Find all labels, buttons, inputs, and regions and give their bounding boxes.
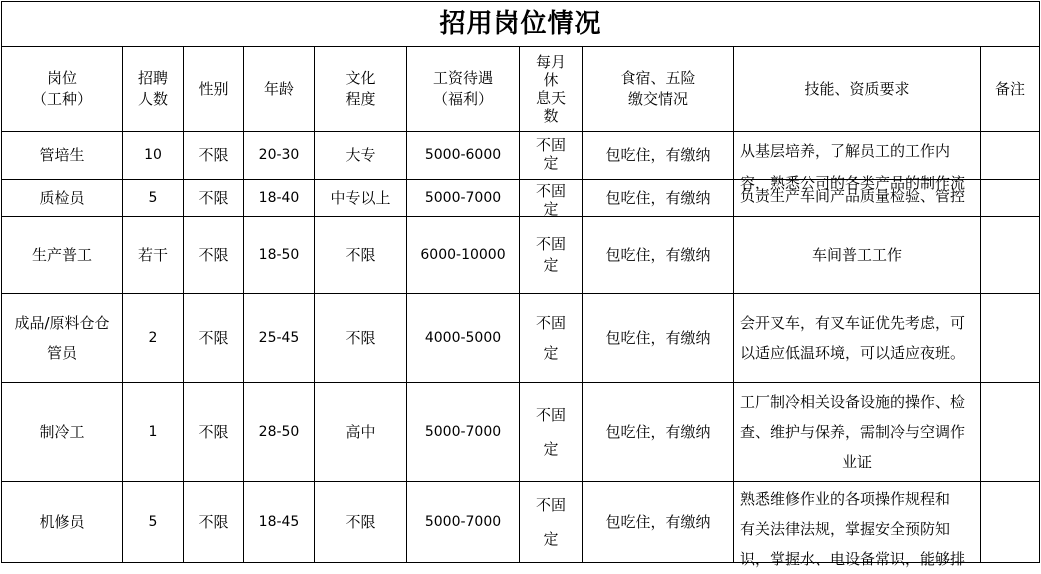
- header-gender: 性别: [184, 47, 244, 132]
- education-cell: 不限: [315, 482, 407, 563]
- board-cell: 包吃住，有缴纳: [583, 383, 734, 482]
- position-cell: 生产普工: [2, 217, 123, 294]
- board-cell: 包吃住，有缴纳: [583, 294, 734, 383]
- remarks-cell: [981, 132, 1040, 180]
- title-row: [2, 2, 1040, 47]
- rest-days-cell: 不固 定: [520, 482, 583, 563]
- rest-days-cell: 不固 定: [520, 383, 583, 482]
- position-cell: 成品/原料仓仓 管员: [2, 294, 123, 383]
- gender-cell: 不限: [184, 482, 244, 563]
- skills-cell: 从基层培养，了解员工的工作内 容，熟悉公司的各类产品的制作流: [734, 132, 981, 180]
- age-cell: 18-45: [244, 482, 315, 563]
- education-cell: 高中: [315, 383, 407, 482]
- count-cell: 5: [123, 180, 184, 217]
- skills-cell: 负责生产车间产品质量检验、管控: [734, 180, 981, 217]
- rest-days-cell: 不固 定: [520, 294, 583, 383]
- header-remarks: 备注: [981, 47, 1040, 132]
- salary-cell: 5000-7000: [407, 383, 520, 482]
- table-row: [2, 383, 1040, 482]
- header-rest-days: 每月 休 息天 数: [520, 47, 583, 132]
- gender-cell: 不限: [184, 132, 244, 180]
- age-cell: 20-30: [244, 132, 315, 180]
- age-cell: 18-40: [244, 180, 315, 217]
- salary-cell: 5000-6000: [407, 132, 520, 180]
- education-cell: 不限: [315, 294, 407, 383]
- header-board-insurance: 食宿、五险 缴交情况: [583, 47, 734, 132]
- count-cell: 1: [123, 383, 184, 482]
- table-row: [2, 132, 1040, 180]
- recruitment-sheet: [1, 1, 1039, 568]
- gender-cell: 不限: [184, 383, 244, 482]
- count-cell: 5: [123, 482, 184, 563]
- salary-cell: 4000-5000: [407, 294, 520, 383]
- position-cell: 质检员: [2, 180, 123, 217]
- count-cell: 10: [123, 132, 184, 180]
- header-age: 年龄: [244, 47, 315, 132]
- header-row: [2, 47, 1040, 132]
- gender-cell: 不限: [184, 217, 244, 294]
- page-title: 招用岗位情况: [2, 2, 1040, 47]
- table-row: [2, 217, 1040, 294]
- header-skills: 技能、资质要求: [734, 47, 981, 132]
- education-cell: 大专: [315, 132, 407, 180]
- rest-days-cell: 不固 定: [520, 180, 583, 217]
- table-row: [2, 180, 1040, 217]
- salary-cell: 5000-7000: [407, 180, 520, 217]
- recruitment-table: [1, 1, 1040, 568]
- skills-cell: 车间普工工作: [734, 217, 981, 294]
- header-position: 岗位 （工种）: [2, 47, 123, 132]
- position-cell: 机修员: [2, 482, 123, 563]
- age-cell: 18-50: [244, 217, 315, 294]
- header-salary: 工资待遇 （福利）: [407, 47, 520, 132]
- board-cell: 包吃住，有缴纳: [583, 180, 734, 217]
- remarks-cell: [981, 482, 1040, 563]
- age-cell: 25-45: [244, 294, 315, 383]
- count-cell: 若干: [123, 217, 184, 294]
- education-cell: 不限: [315, 217, 407, 294]
- board-cell: 包吃住，有缴纳: [583, 482, 734, 563]
- salary-cell: 6000-10000: [407, 217, 520, 294]
- gender-cell: 不限: [184, 180, 244, 217]
- remarks-cell: [981, 180, 1040, 217]
- remarks-cell: [981, 383, 1040, 482]
- board-cell: 包吃住，有缴纳: [583, 217, 734, 294]
- table-row: [2, 482, 1040, 563]
- skills-cell: 熟悉维修作业的各项操作规程和 有关法律法规，掌握安全预防知 识，掌握水、电设备常识，能够排: [734, 482, 981, 563]
- remarks-cell: [981, 217, 1040, 294]
- position-cell: 管培生: [2, 132, 123, 180]
- remarks-cell: [981, 294, 1040, 383]
- count-cell: 2: [123, 294, 184, 383]
- skills-cell: 会开叉车，有叉车证优先考虑，可 以适应低温环境，可以适应夜班。: [734, 294, 981, 383]
- rest-days-cell: 不固 定: [520, 217, 583, 294]
- header-education: 文化 程度: [315, 47, 407, 132]
- skills-cell: 工厂制冷相关设备设施的操作、检 查、维护与保养，需制冷与空调作 业证: [734, 383, 981, 482]
- education-cell: 中专以上: [315, 180, 407, 217]
- position-cell: 制冷工: [2, 383, 123, 482]
- header-count: 招聘 人数: [123, 47, 184, 132]
- salary-cell: 5000-7000: [407, 482, 520, 563]
- gender-cell: 不限: [184, 294, 244, 383]
- board-cell: 包吃住，有缴纳: [583, 132, 734, 180]
- rest-days-cell: 不固 定: [520, 132, 583, 180]
- age-cell: 28-50: [244, 383, 315, 482]
- table-row: [2, 294, 1040, 383]
